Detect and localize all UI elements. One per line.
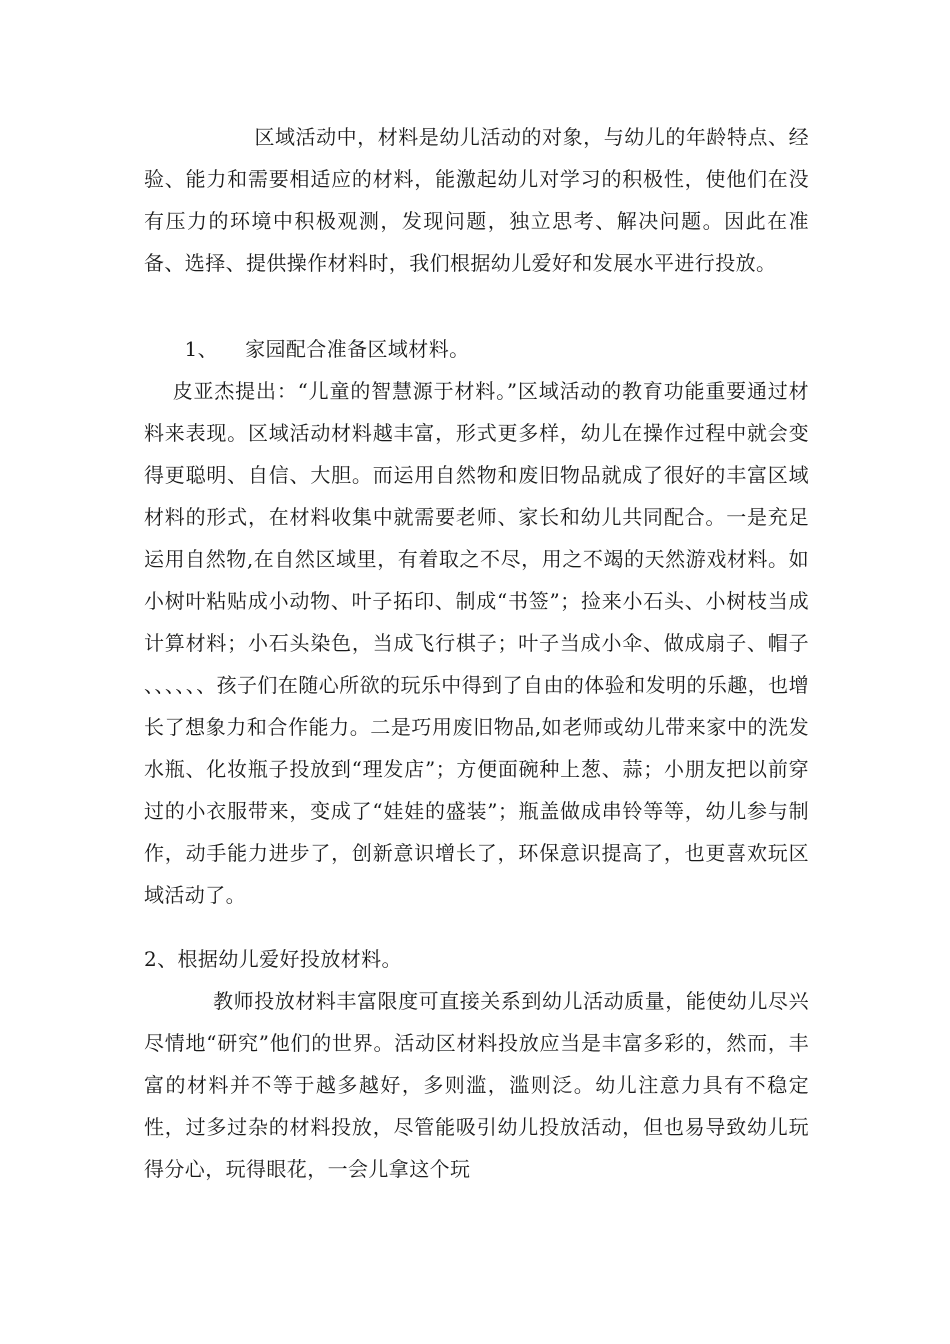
paragraph-text: 区域活动中，材料是幼儿活动的对象，与幼儿的年龄特点、经验、能力和需要相适应的材料，能激起幼儿对学习的积极性，使他们在没有压力的环境中积极观测，发现问题，独立思考、解决问题。因此在准备、选择、提供操作材料时，我们根据幼儿爱好和发展水平进行投放。 xyxy=(144,125,809,275)
heading-text: 2、根据幼儿爱好投放材料。 xyxy=(144,947,402,971)
paragraph-materials xyxy=(144,980,809,1190)
section-heading-2 xyxy=(144,938,809,980)
paragraph-intro xyxy=(144,116,809,284)
paragraph-piaget xyxy=(144,370,823,916)
section-heading-1 xyxy=(144,328,809,370)
paragraph-text: 教师投放材料丰富限度可直接关系到幼儿活动质量，能使幼儿尽兴尽情地“研究”他们的世界。活动区材料投放应当是丰富多彩的，然而，丰富的材料并不等于越多越好，多则滥，滥则泛。幼儿注意力具有不稳定性，过多过杂的材料投放，尽管能吸引幼儿投放活动，但也易导致幼儿玩得分心，玩得眼花，一会儿拿这个玩 xyxy=(144,989,809,1181)
heading-text: 1、 家园配合准备区域材料。 xyxy=(144,337,470,361)
paragraph-text: 皮亚杰提出：“儿童的智慧源于材料。”区域活动的教育功能重要通过材料来表现。区域活动材料越丰富，形式更多样，幼儿在操作过程中就会变得更聪明、自信、大胆。而运用自然物和废旧物品就成了很好的丰富区域材料的形式，在材料收集中就需要老师、家长和幼儿共同配合。一是充足运用自然物,在自然区域里，有着取之不尽，用之不竭的天然游戏材料。如小树叶粘贴成小动物、叶子拓印、制成“书签”；捡来小石头、小树枝当成计算材料；小石头染色，当成飞行棋子；叶子当成小伞、做成扇子、帽子 、、、、、、孩子们在随心所欲的玩乐中得到了自由的体验和发明的乐趣，也增长了想象力和合作能力。二是巧用废旧物品,如老师或幼儿带来家中的洗发水瓶、化妆瓶子投放到“理发店”；方便面碗种上葱、蒜；小朋友把以前穿过的小衣服带来，变成了“娃娃的盛装”；瓶盖做成串铃等等，幼儿参与制作，动手能力进步了，创新意识增长了，环保意识提高了，也更喜欢玩区域活动了。 xyxy=(144,379,823,907)
